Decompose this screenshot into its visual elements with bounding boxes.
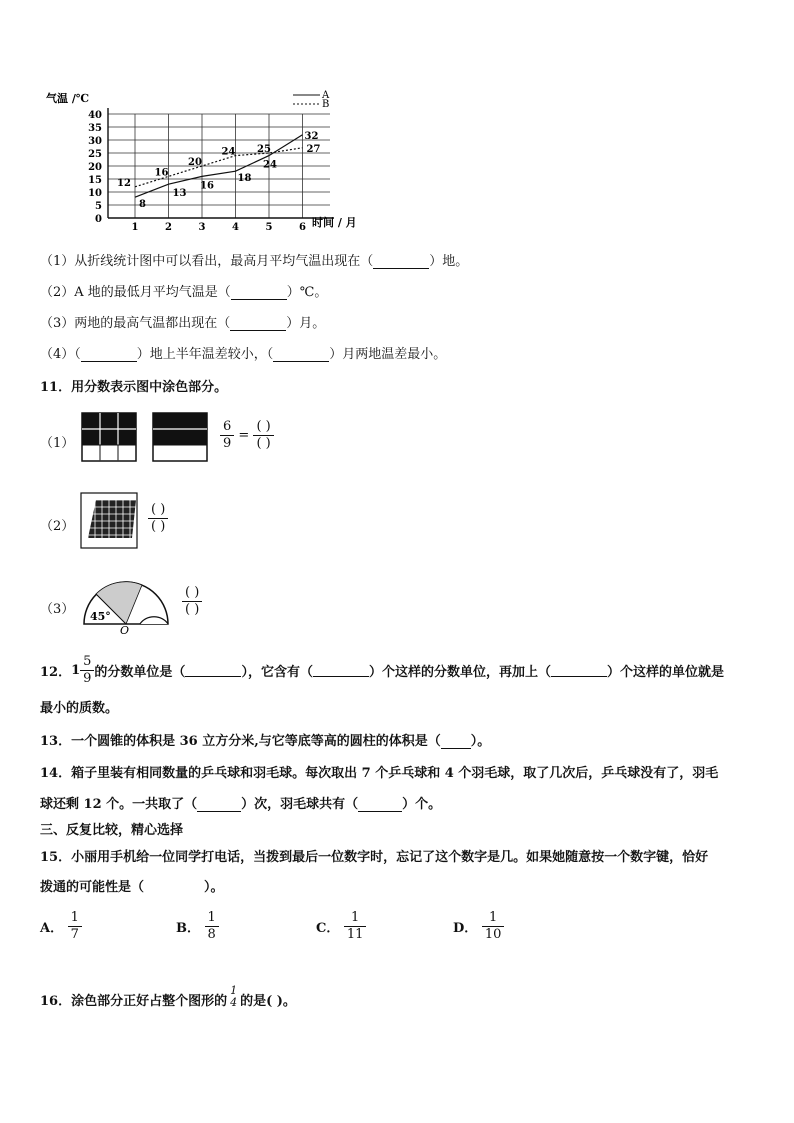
option-label: D．: [453, 921, 478, 936]
q10-s1-text: （1）从折线统计图中可以看出，最高月平均气温出现在（: [40, 254, 374, 269]
x-tick-label: 2: [165, 222, 172, 233]
q11-part3-semicircle: [80, 576, 180, 637]
fraction-six-ninths: [220, 419, 234, 452]
q15-option-a[interactable]: [40, 910, 82, 943]
answer-blank[interactable]: [313, 664, 369, 677]
q12-line2: 最小的质数。: [40, 701, 119, 716]
line-chart: [40, 84, 357, 234]
y-tick-label: 35: [88, 123, 102, 134]
mixed-number-whole: 1: [71, 663, 81, 678]
mixed-number-fraction: [80, 654, 94, 687]
answer-denominator[interactable]: ( ): [256, 436, 271, 451]
q11-title: 11．用分数表示图中涂色部分。: [40, 380, 228, 395]
fraction-numerator: 5: [80, 654, 94, 671]
y-tick-label: 40: [88, 110, 102, 121]
q12-number: 12．: [40, 665, 72, 680]
answer-blank[interactable]: [373, 256, 429, 269]
chart-y-ticks: [88, 110, 102, 225]
option-label: A．: [40, 921, 64, 936]
fraction-denominator: 9: [83, 671, 92, 686]
equals-sign: =: [238, 428, 250, 443]
legend-label-a: A: [322, 90, 330, 101]
q15-t2b: ）。: [204, 880, 224, 895]
answer-numerator[interactable]: ( ): [182, 585, 202, 602]
data-label-b: 24: [221, 146, 236, 158]
q11-part1-equation: [220, 419, 274, 452]
fraction-numerator: 1: [68, 910, 82, 927]
q10-sub3: [40, 312, 325, 331]
chart-x-axis-label: 时间 / 月: [312, 216, 357, 229]
q11-part2-label: （2）: [40, 519, 75, 534]
q10-s2-end: ）℃。: [286, 285, 328, 300]
option-label: C．: [316, 921, 340, 936]
q13-t2: ）。: [470, 734, 491, 749]
answer-blank[interactable]: [197, 799, 241, 812]
q10-sub4: [40, 343, 446, 362]
answer-blank[interactable]: [441, 736, 471, 749]
q16-t1: 16．涂色部分正好占整个图形的: [40, 994, 228, 1009]
q14-line1: 14．箱子里装有相同数量的乒乓球和羽毛球。每次取出 7 个乒乓球和 4 个羽毛球，取了几次后，乒乓球没有了，羽毛: [40, 766, 719, 781]
answer-denominator[interactable]: ( ): [151, 519, 166, 534]
q16-fraction: [227, 985, 240, 1009]
section-heading: 三、反复比较，精心选择: [40, 823, 184, 838]
q11-part2-parallelogram-grid: [80, 492, 142, 550]
q11-part3-answer: [182, 585, 202, 618]
fraction-denominator: 4: [230, 996, 238, 1009]
q10-sub1: [40, 250, 468, 269]
q12-t3: ）个这样的分数单位，再加上（: [368, 665, 551, 680]
grid-3x3-shaded: [82, 413, 136, 461]
answer-numerator[interactable]: ( ): [148, 502, 168, 519]
q15-t2a: 拨通的可能性是（: [40, 880, 145, 895]
y-tick-label: 10: [88, 188, 102, 199]
data-label-b: 16: [154, 167, 169, 179]
fraction-numerator: 1: [205, 910, 219, 927]
option-fraction: [205, 910, 219, 943]
y-tick-label: 0: [95, 214, 102, 225]
y-tick-label: 15: [88, 175, 102, 186]
q10-s2-text: （2）A 地的最低月平均气温是（: [40, 285, 231, 300]
data-label-a: 8: [139, 199, 146, 211]
data-label-a: 24: [263, 159, 277, 171]
q11-part3-label: （3）: [40, 602, 75, 617]
answer-fraction[interactable]: [182, 585, 202, 618]
y-tick-label: 30: [88, 136, 102, 147]
data-label-b: 27: [306, 143, 321, 155]
x-tick-label: 5: [265, 222, 273, 233]
data-label-a: 32: [304, 130, 319, 142]
data-label-b: 25: [257, 144, 271, 155]
q13: [40, 730, 490, 749]
answer-blank[interactable]: [231, 287, 287, 300]
data-label-b: 20: [188, 157, 202, 168]
q11-part2-answer: [148, 502, 168, 535]
q10-s4-c: ）月两地温差最小。: [329, 347, 447, 362]
center-label: O: [120, 624, 130, 637]
q15-option-c[interactable]: [316, 910, 366, 943]
chart-y-axis-label: 气温 /℃: [46, 92, 90, 105]
y-tick-label: 20: [88, 162, 102, 173]
answer-blank[interactable]: [230, 318, 286, 331]
q11-part1-label: （1）: [40, 436, 75, 451]
x-tick-label: 1: [131, 222, 139, 233]
data-label-a: 18: [237, 173, 252, 185]
q15-option-d[interactable]: [453, 910, 504, 943]
option-fraction: [68, 910, 82, 943]
fraction-numerator: 1: [344, 910, 367, 927]
fraction-numerator: 1: [482, 910, 505, 927]
y-tick-label: 5: [95, 201, 102, 212]
y-tick-label: 25: [88, 149, 102, 160]
answer-blank[interactable]: [81, 349, 137, 362]
answer-fraction[interactable]: [148, 502, 168, 535]
x-tick-label: 6: [299, 222, 306, 233]
q12-t2: ），它含有（: [241, 665, 313, 680]
q12-line1: [40, 654, 724, 687]
fraction-numerator: 6: [220, 419, 234, 436]
angle-label: 45°: [90, 610, 111, 623]
option-label: B．: [176, 921, 200, 936]
q15-line2: [40, 876, 224, 895]
q14-t2c: ）个。: [402, 797, 442, 812]
q16: [40, 985, 296, 1009]
q14-t2a: 球还剩 12 个。一共取了（: [40, 797, 198, 812]
answer-numerator[interactable]: ( ): [253, 419, 273, 436]
q10-s4-a: （4）（: [40, 347, 81, 362]
answer-blank[interactable]: [358, 799, 402, 812]
x-tick-label: 4: [232, 222, 239, 233]
q10-s3-text: （3）两地的最高气温都出现在（: [40, 316, 231, 331]
fraction-denominator: 8: [207, 927, 216, 942]
q10-s4-b: ）地上半年温差较小，（: [136, 347, 274, 362]
data-label-b: 12: [117, 177, 131, 189]
q16-t2: 的是( )。: [240, 994, 296, 1009]
answer-blank[interactable]: [185, 664, 241, 677]
fraction-denominator: 9: [223, 436, 232, 451]
option-fraction: [482, 910, 505, 943]
answer-denominator[interactable]: ( ): [185, 602, 200, 617]
chart-x-ticks: [132, 222, 307, 233]
q13-t1: 13．一个圆锥的体积是 36 立方分米,与它等底等高的圆柱的体积是（: [40, 734, 441, 749]
q15-line1: 15．小丽用手机给一位同学打电话，当拨到最后一位数字时，忘记了这个数字是几。如果她随意按一个数字键，恰好: [40, 850, 709, 865]
fraction-denominator: 11: [346, 927, 364, 942]
q10-sub2: [40, 281, 327, 300]
q14-line2: [40, 793, 441, 812]
legend-label-b: B: [322, 99, 330, 110]
answer-fraction[interactable]: [253, 419, 273, 452]
answer-blank[interactable]: [551, 664, 607, 677]
data-label-a: 16: [200, 180, 214, 192]
q12-t4: ）个这样的单位就是: [606, 665, 724, 680]
x-tick-label: 3: [198, 222, 206, 233]
q10-s3-end: ）月。: [286, 316, 326, 331]
q14-t2b: ）次，羽毛球共有（: [241, 797, 359, 812]
data-label-a: 13: [172, 188, 187, 200]
q11-part1-figures: [80, 411, 220, 467]
option-fraction: [344, 910, 367, 943]
rect-3rows-shaded: [153, 413, 207, 461]
answer-blank[interactable]: [273, 349, 329, 362]
fraction-denominator: 10: [484, 927, 502, 942]
fraction-numerator: 1: [230, 984, 238, 997]
q12-t1: 的分数单位是（: [94, 665, 186, 680]
q10-s1-end: ）地。: [429, 254, 469, 269]
q15-option-b[interactable]: [176, 910, 219, 943]
fraction-denominator: 7: [70, 927, 79, 942]
